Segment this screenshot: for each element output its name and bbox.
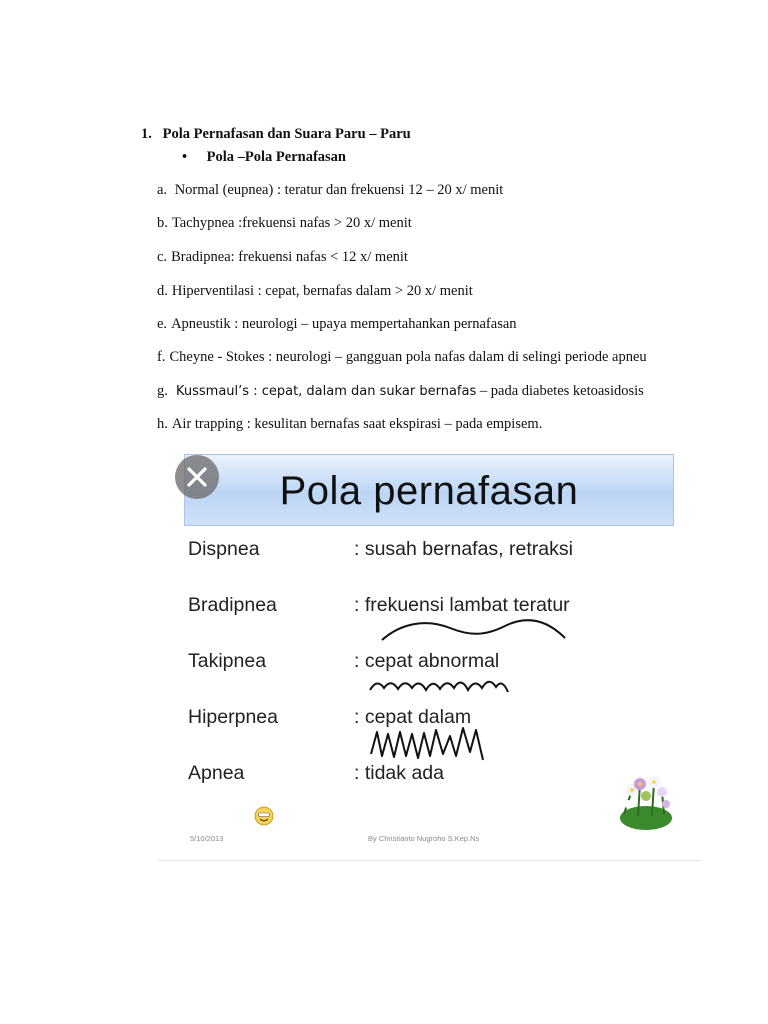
- heading-number: 1.: [141, 126, 152, 142]
- section-heading: [141, 126, 411, 143]
- item-letter: a.: [157, 182, 168, 198]
- item-letter: f.: [157, 349, 166, 365]
- slide-footer-date: 5/10/2013: [190, 834, 224, 843]
- slide-term-bradipnea: Bradipnea: [188, 594, 277, 616]
- list-item-f: [157, 349, 647, 366]
- item-text: Cheyne - Stokes : neurologi – gangguan pola nafas dalam di selingi periode apneu: [169, 349, 647, 365]
- list-item-c: [157, 249, 408, 266]
- item-letter: h.: [157, 416, 168, 432]
- item-text: Hiperventilasi : cepat, bernafas dalam > 20 x/ menit: [171, 283, 473, 299]
- slide-term-hiperpnea: Hiperpnea: [188, 706, 278, 728]
- item-text: Bradipnea: frekuensi nafas < 12 x/ menit: [171, 249, 408, 265]
- list-item-h: [157, 416, 542, 433]
- item-text-sans: Kussmaul’s : cepat, dalam dan sukar bernafas: [171, 384, 477, 399]
- slide-desc-takipnea: : cepat abnormal: [354, 650, 500, 672]
- item-letter: g.: [157, 383, 168, 399]
- item-letter: e.: [157, 316, 168, 332]
- flower-bouquet-icon: [614, 770, 678, 832]
- breathing-patterns-slide: [158, 448, 702, 861]
- slide-term-dispnea: Dispnea: [188, 538, 260, 560]
- item-text: Normal (eupnea) : teratur dan frekuensi 12 – 20 x/ menit: [171, 182, 504, 198]
- list-item-e: [157, 316, 517, 333]
- subheading-text: Pola –Pola Pernafasan: [206, 149, 346, 165]
- fast-shallow-wave-icon: [368, 674, 510, 696]
- slow-regular-wave-icon: [380, 614, 570, 650]
- item-text: – pada diabetes ketoasidosis: [476, 383, 644, 399]
- slide-title: Pola pernafasan: [279, 469, 579, 513]
- smiley-icon: [254, 806, 274, 826]
- item-letter: c.: [157, 249, 168, 265]
- item-text: Tachypnea :frekuensi nafas > 20 x/ menit: [171, 215, 412, 231]
- list-item-d: [157, 283, 473, 300]
- close-icon[interactable]: [175, 455, 219, 499]
- slide-footer-author: By Christianto Nugroho S.Kep.Ns: [368, 834, 480, 843]
- item-letter: b.: [157, 215, 168, 231]
- item-text: Air trapping : kesulitan bernafas saat ekspirasi – pada empisem.: [171, 416, 543, 432]
- list-item-a: [157, 182, 503, 199]
- slide-desc-apnea: : tidak ada: [354, 762, 444, 784]
- slide-term-takipnea: Takipnea: [188, 650, 267, 672]
- slide-desc-bradipnea: : frekuensi lambat teratur: [354, 594, 570, 616]
- slide-term-apnea: Apnea: [188, 762, 245, 784]
- heading-text: Pola Pernafasan dan Suara Paru – Paru: [162, 126, 411, 142]
- item-text: Apneustik : neurologi – upaya mempertahankan pernafasan: [171, 316, 517, 332]
- item-letter: d.: [157, 283, 168, 299]
- slide-desc-dispnea: : susah bernafas, retraksi: [354, 538, 573, 560]
- list-item-b: [157, 215, 412, 232]
- bullet-symbol: •: [182, 149, 188, 165]
- fast-deep-wave-icon: [368, 724, 490, 764]
- list-item-g: [157, 383, 644, 400]
- slide-desc-hiperpnea: : cepat dalam: [354, 706, 472, 728]
- slide-title-bar: [184, 454, 674, 526]
- subheading-bullet: [182, 149, 346, 166]
